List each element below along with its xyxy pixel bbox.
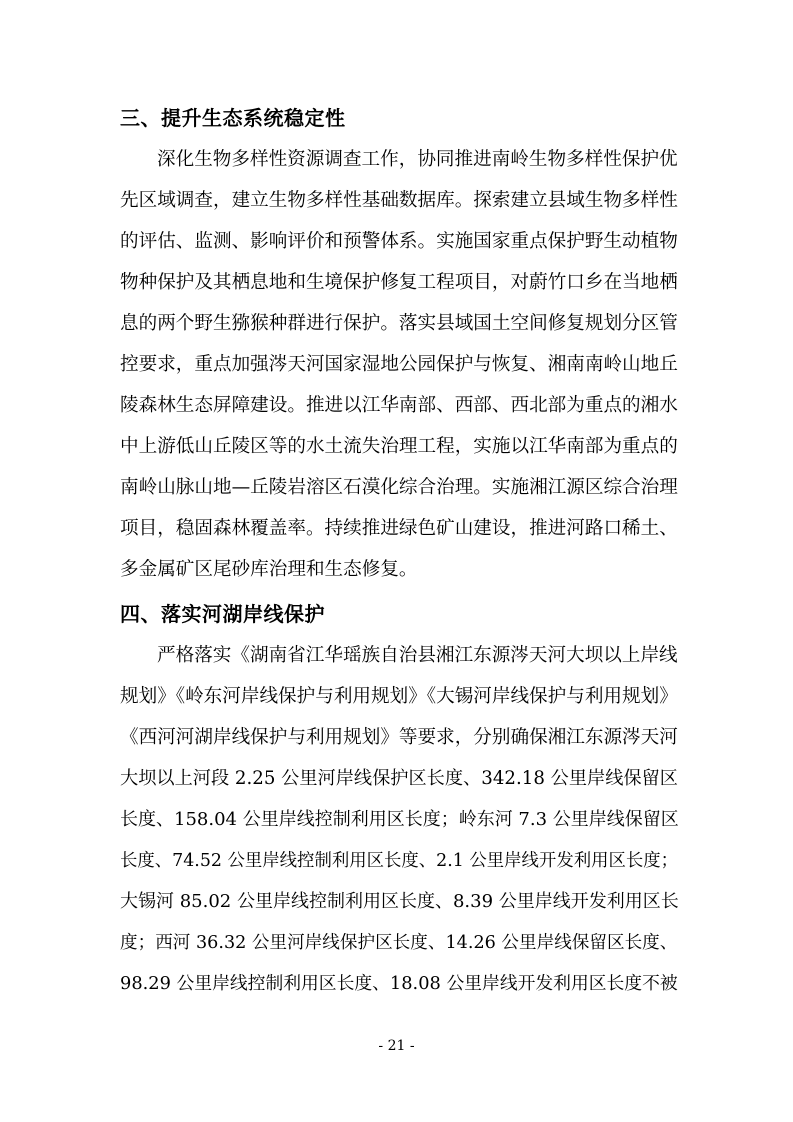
paragraph-line: 98.29 公里岸线控制利用区长度、18.08 公里岸线开发利用区长度不被: [120, 973, 678, 994]
paragraph-line: 严格落实《湖南省江华瑶族自治县湘江东源涔天河大坝以上岸线: [157, 645, 678, 666]
paragraph-line: 中上游低山丘陵区等的水土流失治理工程，实施以江华南部为重点的: [120, 436, 678, 457]
paragraph-line: 先区域调查，建立生物多样性基础数据库。探索建立县域生物多样性: [120, 190, 678, 211]
paragraph-line: 陵森林生态屏障建设。推进以江华南部、西部、西北部为重点的湘水: [120, 395, 678, 416]
paragraph-line: 大锡河 85.02 公里岸线控制利用区长度、8.39 公里岸线开发利用区长: [120, 891, 679, 912]
paragraph-line: 物种保护及其栖息地和生境保护修复工程项目，对蔚竹口乡在当地栖: [120, 272, 678, 293]
paragraph-line: 长度、158.04 公里岸线控制利用区长度；岭东河 7.3 公里岸线保留区: [120, 809, 679, 830]
paragraph-line: 的评估、监测、影响评价和预警体系。实施国家重点保护野生动植物: [120, 231, 678, 252]
paragraph-line: 南岭山脉山地—丘陵岩溶区石漠化综合治理。实施湘江源区综合治理: [120, 477, 678, 498]
page-number: - 21 -: [378, 1038, 415, 1054]
paragraph-line: 多金属矿区尾砂库治理和生态修复。: [120, 559, 418, 580]
section-4-heading: 四、落实河湖岸线保护: [120, 602, 325, 626]
paragraph-line: 项目，稳固森林覆盖率。持续推进绿色矿山建设，推进河路口稀土、: [120, 518, 678, 539]
paragraph-line: 长度、74.52 公里岸线控制利用区长度、2.1 公里岸线开发利用区长度；: [120, 851, 679, 871]
section-3-heading: 三、提升生态系统稳定性: [120, 106, 346, 130]
paragraph-line: 《西河河湖岸线保护与利用规划》等要求，分别确保湘江东源涔天河: [120, 727, 678, 748]
paragraph-line: 度；西河 36.32 公里河岸线保护区长度、14.26 公里岸线保留区长度、: [120, 933, 678, 953]
paragraph-line: 息的两个野生猕猴种群进行保护。落实县域国土空间修复规划分区管: [120, 313, 678, 334]
paragraph-line: 大坝以上河段 2.25 公里河岸线保护区长度、342.18 公里岸线保留区: [120, 768, 678, 789]
paragraph-line: 控要求，重点加强涔天河国家湿地公园保护与恢复、湘南南岭山地丘: [120, 354, 678, 375]
paragraph-line: 规划》《岭东河岸线保护与利用规划》《大锡河岸线保护与利用规划》: [120, 686, 678, 707]
paragraph-line: 深化生物多样性资源调查工作，协同推进南岭生物多样性保护优: [157, 149, 678, 170]
